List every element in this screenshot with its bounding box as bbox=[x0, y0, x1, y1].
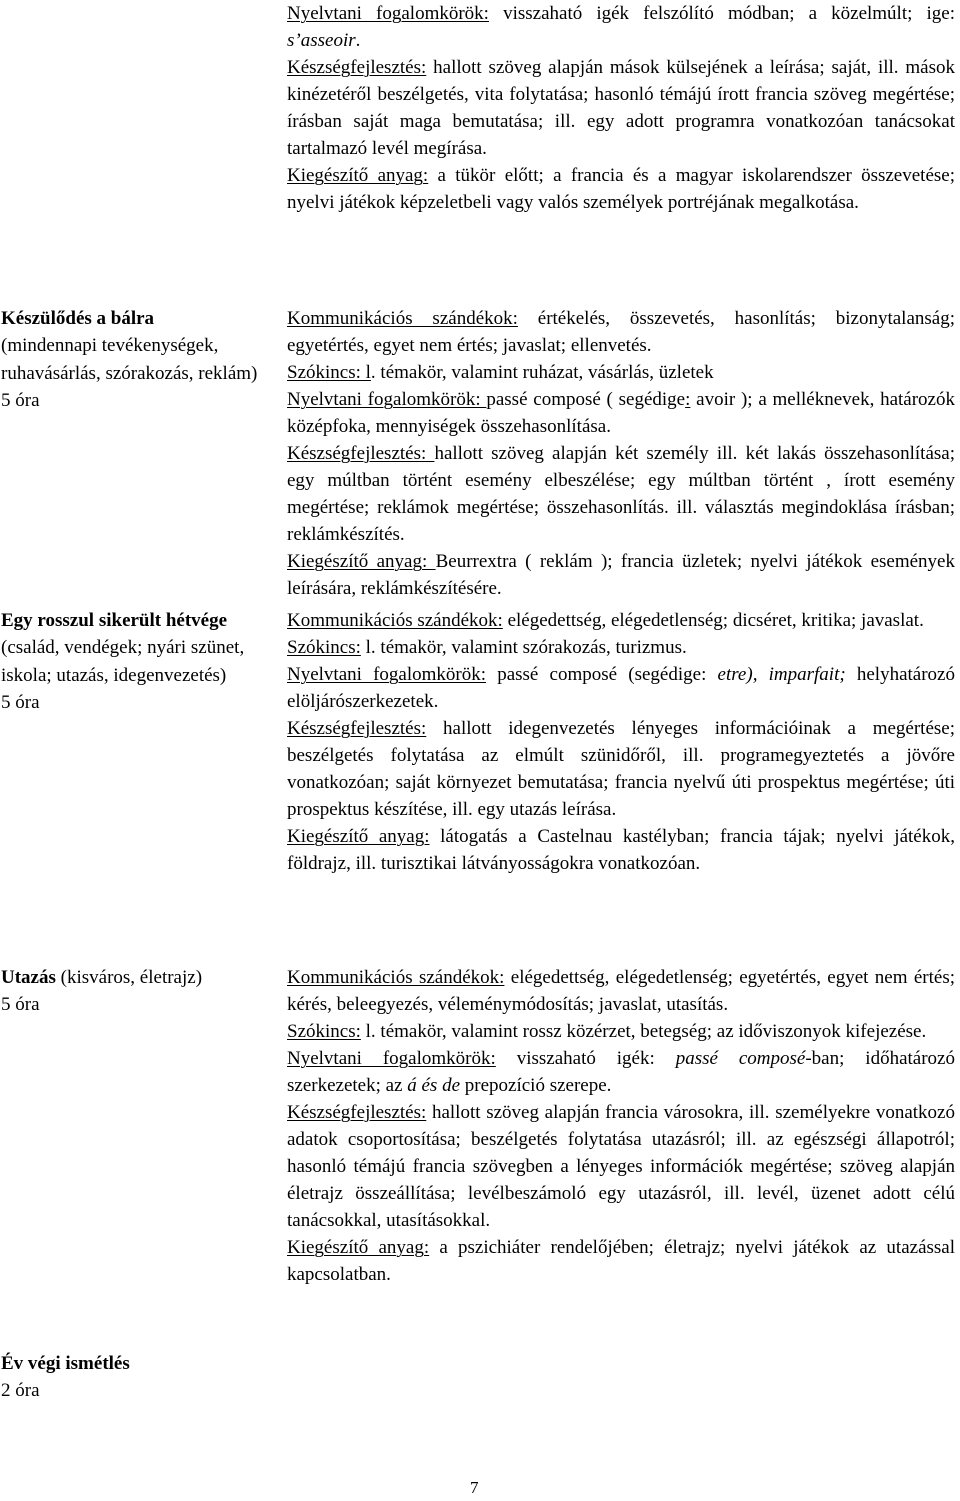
label: Szókincs: bbox=[287, 637, 361, 658]
keszseg: Készségfejlesztés: hallott idegenvezetés lényeges információinak a megértése; beszélgetés folytatása az elmúlt szünidőről, ill. programegyeztetés a jövőre vonatkozóan; saját környezet bemutatása; francia nyelvű úti prospektus megértése; úti prospektus készítése, ill. egy utazás leírása. bbox=[287, 718, 955, 820]
label: Nyelvtani fogalomkörök: bbox=[287, 3, 489, 24]
keszseg: Készségfejlesztés: hallott szöveg alapján francia városokra, ill. személyekre vonatkozó adatok csoportosítása; beszélgetés folytatása utazásról; ill. az egészségi állapotról; hasonló témájú francia szövegben a lényeges információk megértése; szöveg alapján életrajz összeállítása; levélbeszámoló egy utazásról, ill. levél, üzenet adott célú tanácsokkal, utasításokkal. bbox=[287, 1102, 955, 1231]
label: Készségfejlesztés: bbox=[287, 718, 427, 739]
label: Szókincs: bbox=[287, 1021, 361, 1042]
kommunikacios: Kommunikációs szándékok: elégedettség, elégedetlenség; dicséret, kritika; javaslat. bbox=[287, 610, 924, 631]
label: Készségfejlesztés: bbox=[287, 443, 435, 464]
section-hours: 5 óra bbox=[1, 994, 40, 1016]
section-3-content bbox=[287, 964, 955, 1288]
section-1-heading bbox=[1, 305, 271, 414]
section-title: Év végi ismétlés bbox=[1, 1353, 130, 1374]
section-description: (család, vendégek; nyári szünet, iskola; utazás, idegenvezetés) bbox=[1, 637, 245, 686]
kiegeszito: Kiegészítő anyag: a pszichiáter rendelőjében; életrajz; nyelvi játékok az utazással kapcsolatban. bbox=[287, 1237, 956, 1285]
kommunikacios: Kommunikációs szándékok: elégedettség, elégedetlenség; egyetértés, egyet nem értés; kérés, beleegyezés, véleménymódosítás; javaslat, utasítás. bbox=[287, 967, 955, 1015]
section-hours: 2 óra bbox=[1, 1380, 40, 1402]
label: Kommunikációs szándékok: bbox=[287, 308, 518, 329]
nyelvtani: Nyelvtani fogalomkörök: passé composé (segédige: etre), imparfait; helyhatározó elöljárószerkezetek. bbox=[287, 664, 955, 712]
label: Nyelvtani fogalomkörök: bbox=[287, 1048, 496, 1069]
label: Nyelvtani fogalomkörök: bbox=[287, 664, 487, 685]
top-keszseg: Készségfejlesztés: hallott szöveg alapján mások külsejének a leírása; saját, ill. mások kinézetéről beszélgetés, vita folytatása; hasonló témájú írott francia szöveg megértése; írásban saját maga bemutatása; ill. egy adott programra vonatkozóan tanácsokat tartalmazó levél megírása. bbox=[287, 57, 955, 159]
section-2-content bbox=[287, 607, 955, 877]
nyelvtani: Nyelvtani fogalomkörök: visszaható igék: passé composé-ban; időhatározó szerkezetek; az á és de prepozíció szerepe. bbox=[287, 1048, 955, 1096]
nyelvtani: Nyelvtani fogalomkörök: passé composé ( segédige: avoir ); a melléknevek, határozók középfoka, mennyiségek összehasonlítása. bbox=[287, 389, 955, 437]
label: Nyelvtani fogalomkörök: bbox=[287, 389, 487, 410]
top-continuation bbox=[287, 0, 955, 216]
label: Kiegészítő anyag: bbox=[287, 826, 430, 847]
label: Kiegészítő anyag: bbox=[287, 165, 429, 186]
szokincs: Szókincs: l. témakör, valamint ruházat, vásárlás, üzletek bbox=[287, 362, 714, 383]
section-hours: 5 óra bbox=[1, 389, 40, 411]
page-number: 7 bbox=[470, 1478, 479, 1497]
label: Kiegészítő anyag: bbox=[287, 551, 436, 572]
keszseg: Készségfejlesztés: hallott szöveg alapján két személy ill. két lakás összehasonlítása; egy múltban történt esemény elbeszélése; egy múltban történt , írott esemény megértése; reklámok megértése; összehasonlítás. ill. választás megindoklása írásban; reklámkészítés. bbox=[287, 443, 955, 545]
label: Szókincs: l bbox=[287, 362, 371, 383]
label: Kommunikációs szándékok: bbox=[287, 967, 505, 988]
section-2-heading bbox=[1, 607, 271, 716]
szokincs: Szókincs: l. témakör, valamint szórakozás, turizmus. bbox=[287, 637, 687, 658]
section-description: (mindennapi tevékenységek, ruhavásárlás, szórakozás, reklám) bbox=[1, 335, 258, 384]
label: Készségfejlesztés: bbox=[287, 1102, 427, 1123]
top-nyelvtani: Nyelvtani fogalomkörök: visszaható igék felszólító módban; a közelmúlt; ige: s’asseoir. bbox=[287, 3, 955, 51]
kiegeszito: Kiegészítő anyag: Beurrextra ( reklám ); francia üzletek; nyelvi játékok események leírására, reklámkészítésére. bbox=[287, 551, 955, 599]
section-3-heading bbox=[1, 964, 271, 1019]
section-description: (kisváros, életrajz) bbox=[55, 967, 203, 988]
section-hours: 5 óra bbox=[1, 691, 40, 713]
kommunikacios: Kommunikációs szándékok: értékelés, összevetés, hasonlítás; bizonytalanság; egyetértés, egyet nem értés; javaslat; ellenvetés. bbox=[287, 308, 956, 356]
label: Kiegészítő anyag: bbox=[287, 1237, 430, 1258]
label: Készségfejlesztés: bbox=[287, 57, 427, 78]
kiegeszito: Kiegészítő anyag: látogatás a Castelnau kastélyban; francia tájak; nyelvi játékok, földrajz, ill. turisztikai látványosságokra vonatkozóan. bbox=[287, 826, 955, 874]
section-1-content bbox=[287, 305, 955, 602]
szokincs: Szókincs: l. témakör, valamint rossz közérzet, betegség; az időviszonyok kifejezése. bbox=[287, 1021, 927, 1042]
section-title: Egy rosszul sikerült hétvége bbox=[1, 610, 228, 631]
section-title: Utazás bbox=[1, 967, 56, 988]
section-4-heading bbox=[1, 1350, 271, 1405]
label: Kommunikációs szándékok: bbox=[287, 610, 503, 631]
top-kiegeszito: Kiegészítő anyag: a tükör előtt; a francia és a magyar iskolarendszer összevetése; nyelvi játékok képzeletbeli vagy valós személyek portréjának megalkotása. bbox=[287, 165, 955, 213]
section-title: Készülődés a bálra bbox=[1, 308, 155, 329]
